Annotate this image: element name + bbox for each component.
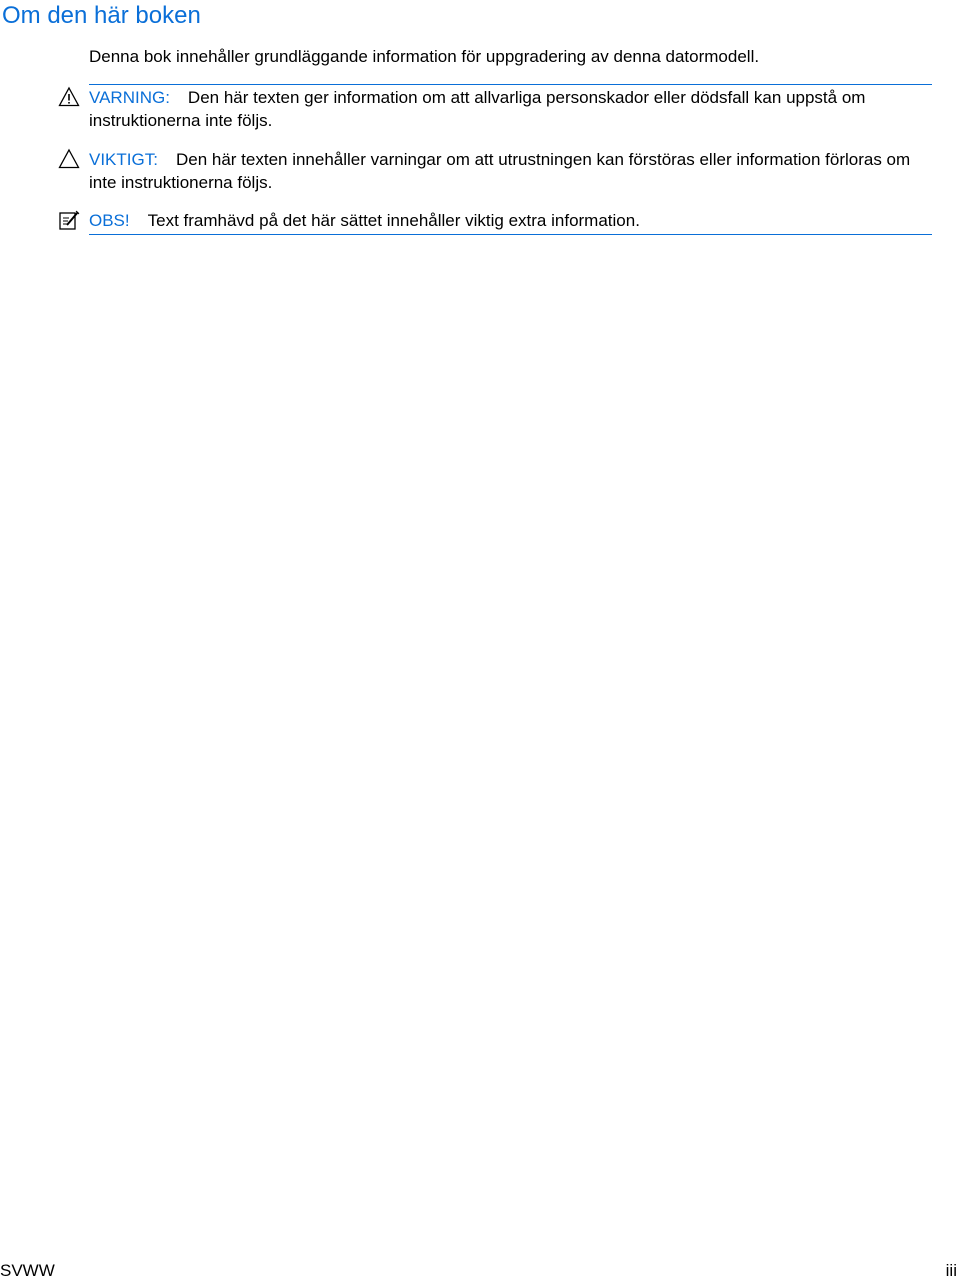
- caution-triangle-icon: [58, 148, 80, 170]
- intro-paragraph: Denna bok innehåller grundläggande information för uppgradering av denna datormodell.: [89, 47, 760, 66]
- caution-text: Den här texten innehåller varningar om att utrustningen kan förstöras eller information förloras om inte instruktionerna följs.: [89, 150, 911, 192]
- note-text: Text framhävd på det här sättet innehåller viktig extra information.: [147, 211, 640, 230]
- footer-doc-id: SVWW: [0, 1261, 55, 1280]
- notice-top-rule: [89, 84, 932, 85]
- warning-text: Den här texten ger information om att allvarliga personskador eller dödsfall kan uppstå om instruktionerna inte följs.: [89, 88, 866, 130]
- caution-label: VIKTIGT:: [89, 150, 158, 169]
- note-notice: [58, 209, 932, 232]
- warning-triangle-icon: [58, 86, 80, 108]
- footer-page-number: iii: [945, 1261, 957, 1280]
- warning-label: VARNING:: [89, 88, 170, 107]
- note-label: OBS!: [89, 211, 130, 230]
- warning-notice: [58, 86, 932, 132]
- note-pencil-icon: [58, 209, 80, 231]
- caution-notice: [58, 148, 932, 194]
- notice-bottom-rule: [89, 234, 932, 235]
- page-title: Om den här boken: [2, 2, 201, 29]
